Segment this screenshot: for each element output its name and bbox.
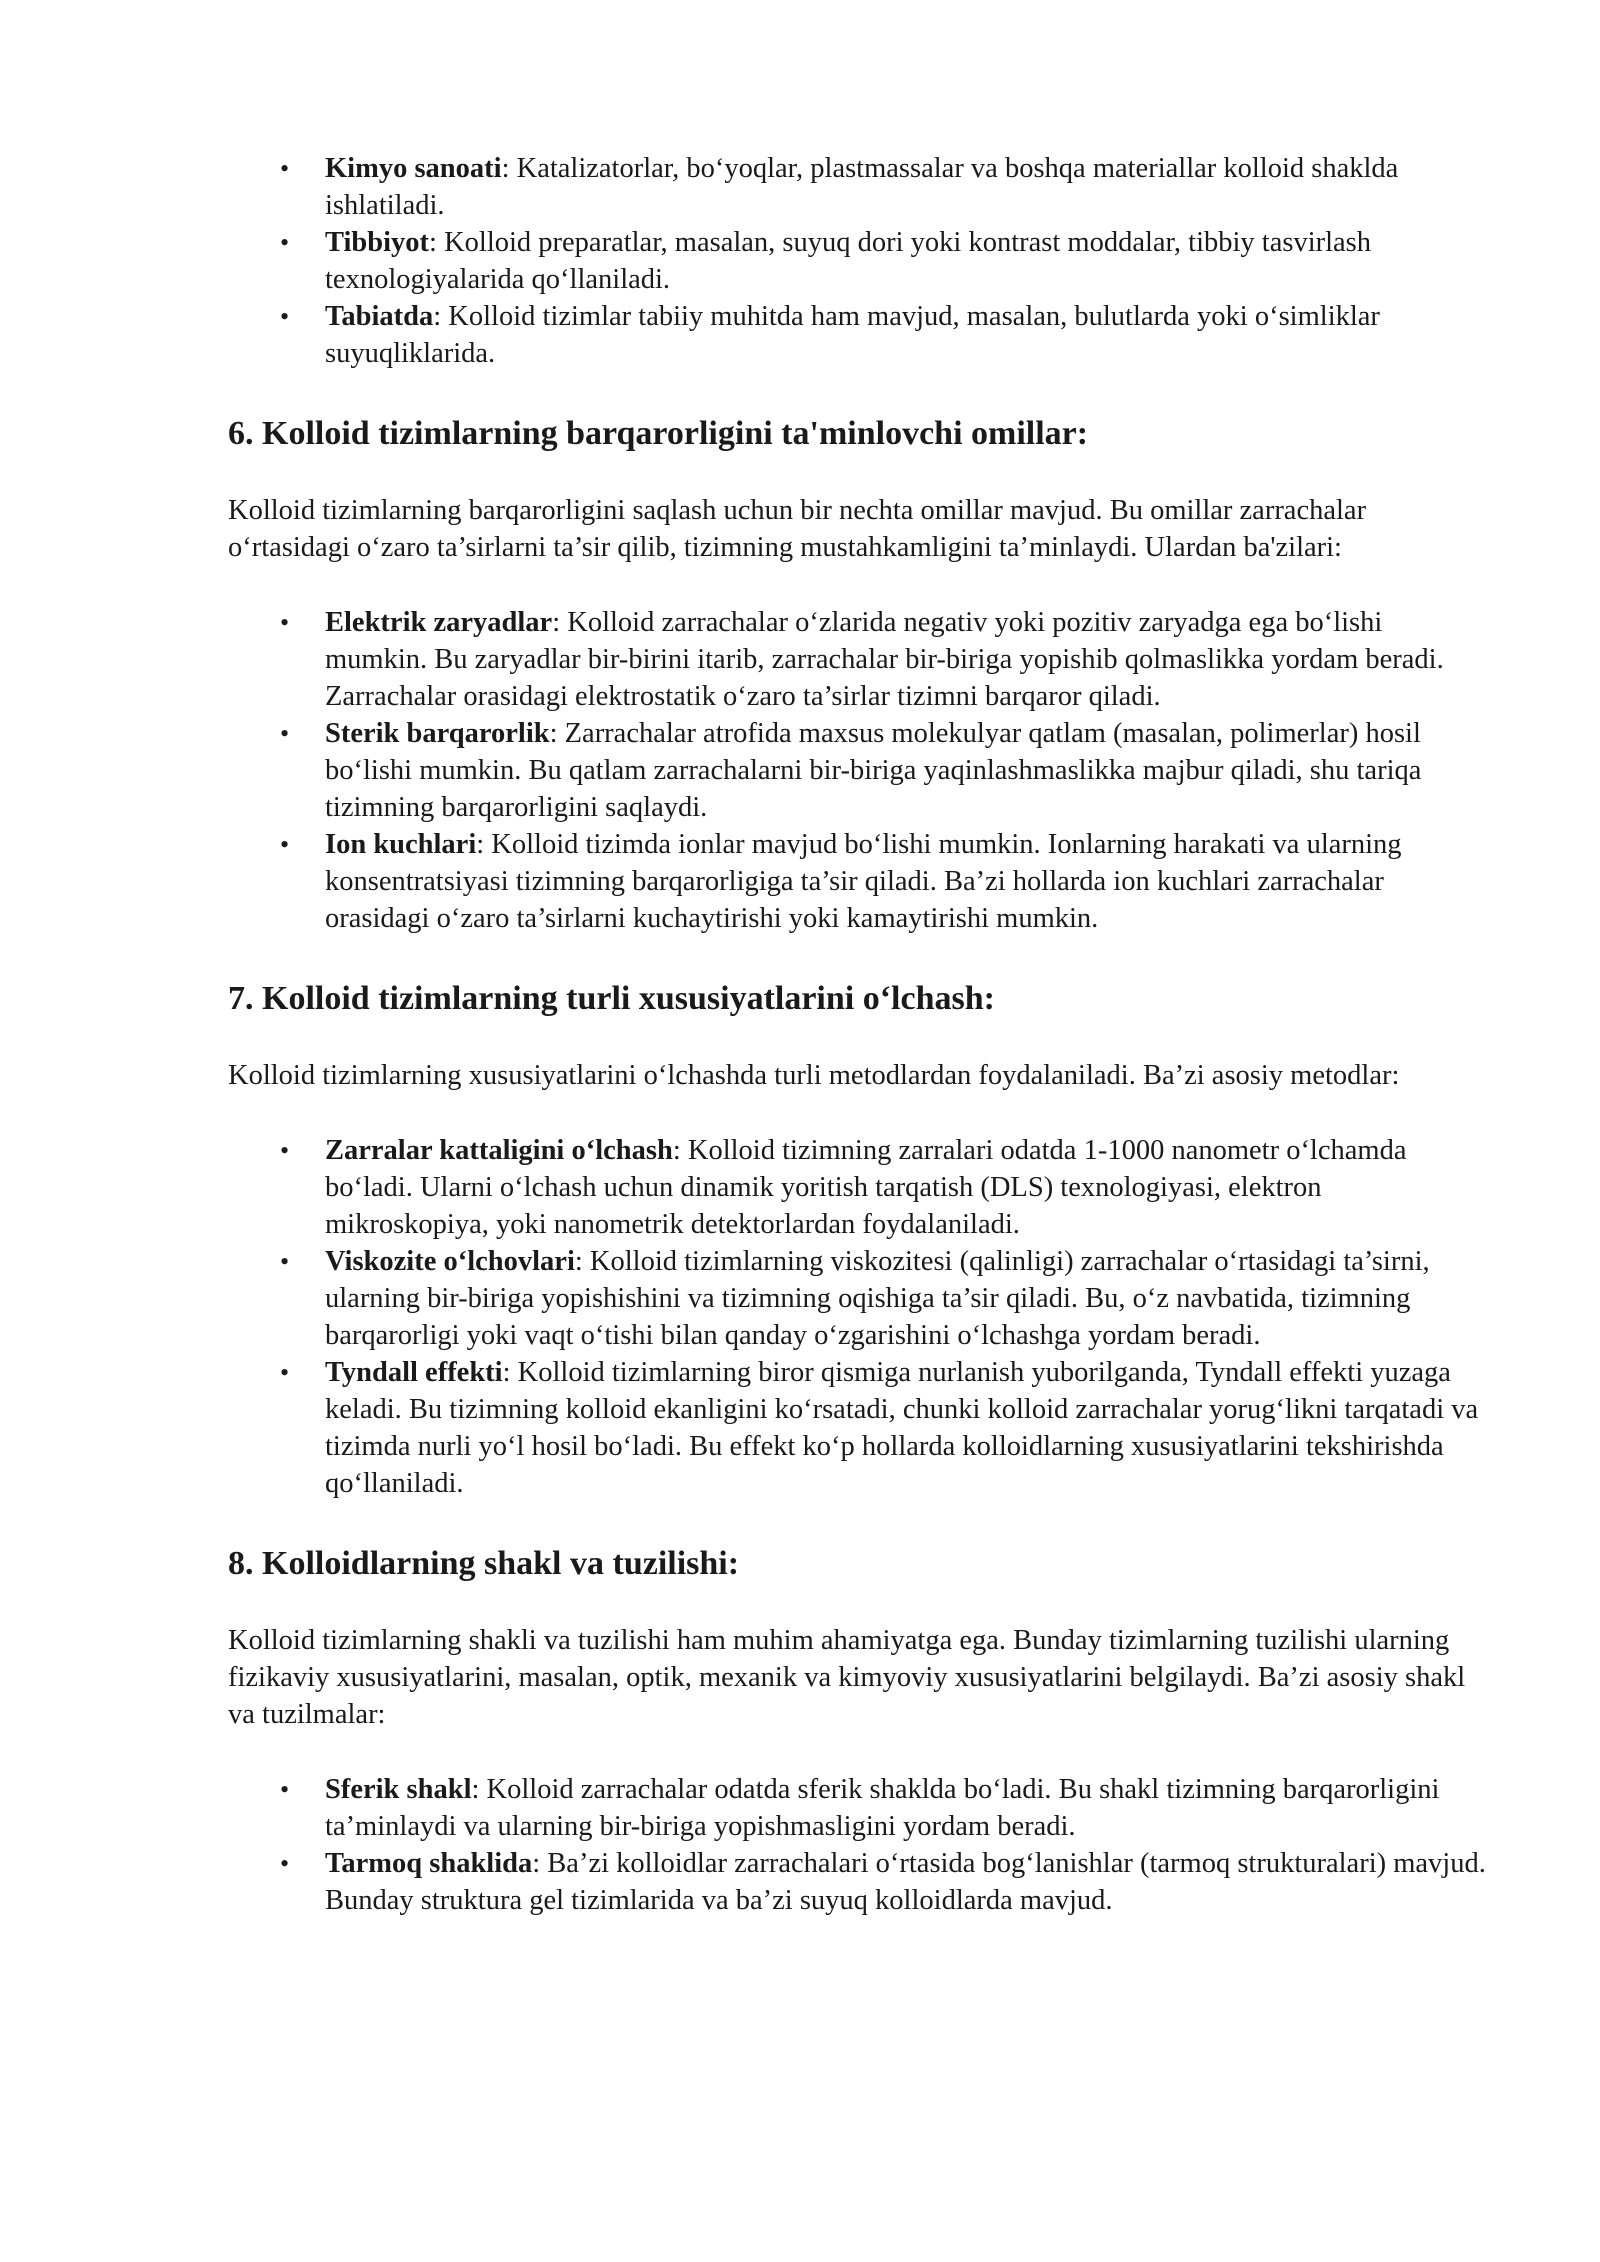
bullet-list-section6 bbox=[228, 604, 1488, 937]
list-item bbox=[228, 1845, 1488, 1919]
section-heading: 8. Kolloidlarning shakl va tuzilishi: bbox=[228, 1545, 740, 1582]
list-item-text: : Kolloid tizimlarning biror qismiga nurlanish yuborilganda, Tyndall effekti yuzaga keladi. Bu tizimning kolloid ekanligini ko‘rsatadi, chunki kolloid zarrachalar yorug‘likni tarqatadi va tizimda nurli yo‘l hosil bo‘ladi. Bu effekt ko‘p hollarda kolloidlarning xususiyatlarini tekshirishda qo‘llaniladi. bbox=[325, 1357, 1479, 1499]
list-item-text: : Kolloid zarrachalar o‘zlarida negativ yoki pozitiv zaryadga ega bo‘lishi mumkin. Bu zaryadlar bir-birini itarib, zarrachalar bir-biriga yopishib qolmaslikka yordam beradi. Zarrachalar orasidagi elektrostatik o‘zaro ta’sirlar tizimni barqaror qiladi. bbox=[325, 607, 1444, 712]
list-item bbox=[228, 715, 1488, 826]
list-item bbox=[228, 1354, 1488, 1502]
bullet-icon: • bbox=[280, 608, 290, 637]
bullet-icon: • bbox=[280, 154, 290, 183]
bullet-icon: • bbox=[280, 719, 290, 748]
bullet-list-section8 bbox=[228, 1771, 1488, 1919]
list-item-term: Kimyo sanoati bbox=[325, 153, 502, 184]
bullet-icon: • bbox=[280, 228, 290, 257]
list-item-term: Ion kuchlari bbox=[325, 829, 477, 860]
list-item-term: Zarralar kattaligini o‘lchash bbox=[325, 1135, 673, 1166]
list-item-text: : Kolloid tizimda ionlar mavjud bo‘lishi mumkin. Ionlarning harakati va ularning konsentratsiyasi tizimning barqarorligiga ta’sir qiladi. Ba’zi hollarda ion kuchlari zarrachalar orasidagi o‘zaro ta’sirlarni kuchaytirishi yoki kamaytirishi mumkin. bbox=[325, 829, 1402, 934]
list-item-text: : Ba’zi kolloidlar zarrachalari o‘rtasida bog‘lanishlar (tarmoq strukturalari) mavjud. Bunday struktura gel tizimlarida va ba’zi suyuq kolloidlarda mavjud. bbox=[325, 1848, 1486, 1916]
list-item-term: Tibbiyot bbox=[325, 227, 430, 258]
list-item-text: : Kolloid tizimning zarralari odatda 1-1000 nanometr o‘lchamda bo‘ladi. Ularni o‘lchash uchun dinamik yoritish tarqatish (DLS) texnologiyasi, elektron mikroskopiya, yoki nanometrik detektorlardan foydalaniladi. bbox=[325, 1135, 1407, 1240]
list-item-term: Tabiatda bbox=[325, 301, 434, 332]
list-item-term: Elektrik zaryadlar bbox=[325, 607, 553, 638]
list-item bbox=[228, 826, 1488, 937]
list-item bbox=[228, 1243, 1488, 1354]
list-item-text: : Kolloid zarrachalar odatda sferik shaklda bo‘ladi. Bu shakl tizimning barqarorligini ta’minlaydi va ularning bir-biriga yopishmasligini yordam beradi. bbox=[325, 1774, 1440, 1842]
list-item bbox=[228, 224, 1488, 298]
bullet-icon: • bbox=[280, 830, 290, 859]
list-item-text: : Kolloid tizimlarning viskozitesi (qalinligi) zarrachalar o‘rtasidagi ta’sirni, ularning bir-biriga yopishishini va tizimning oqishiga ta’sir qiladi. Bu, o‘z navbatida, tizimning barqarorligi yoki vaqt o‘tishi bilan qanday o‘zgarishini o‘lchashga yordam beradi. bbox=[325, 1246, 1430, 1351]
list-item-text: : Kolloid preparatlar, masalan, suyuq dori yoki kontrast moddalar, tibbiy tasvirlash texnologiyalarida qo‘llaniladi. bbox=[325, 227, 1372, 295]
list-item bbox=[228, 298, 1488, 372]
section-intro: Kolloid tizimlarning shakli va tuzilishi ham muhim ahamiyatga ega. Bunday tizimlarning tuzilishi ularning fizikaviy xususiyatlarini, masalan, optik, mexanik va kimyoviy xususiyatlarini belgilaydi. Ba’zi asosiy shakl va tuzilmalar: bbox=[228, 1625, 1466, 1730]
section-intro: Kolloid tizimlarning xususiyatlarini o‘lchashda turli metodlardan foydalaniladi. Ba’zi asosiy metodlar: bbox=[228, 1060, 1400, 1091]
list-item bbox=[228, 150, 1488, 224]
list-item-term: Sterik barqarorlik bbox=[325, 718, 550, 749]
bullet-icon: • bbox=[280, 1849, 290, 1878]
bullet-icon: • bbox=[280, 302, 290, 331]
list-item-term: Tarmoq shaklida bbox=[325, 1848, 533, 1879]
section-heading: 7. Kolloid tizimlarning turli xususiyatlarini o‘lchash: bbox=[228, 980, 995, 1017]
section-intro: Kolloid tizimlarning barqarorligini saqlash uchun bir nechta omillar mavjud. Bu omillar zarrachalar o‘rtasidagi o‘zaro ta’sirlarni ta’sir qilib, tizimning mustahkamligini ta’minlaydi. Ulardan ba'zilari: bbox=[228, 495, 1367, 563]
list-item-text: : Zarrachalar atrofida maxsus molekulyar qatlam (masalan, polimerlar) hosil bo‘lishi mumkin. Bu qatlam zarrachalarni bir-biriga yaqinlashmaslikka majbur qiladi, shu tariqa tizimning barqarorligini saqlaydi. bbox=[325, 718, 1422, 823]
bullet-icon: • bbox=[280, 1247, 290, 1276]
list-item-term: Sferik shakl bbox=[325, 1774, 472, 1805]
bullet-icon: • bbox=[280, 1775, 290, 1804]
list-item bbox=[228, 604, 1488, 715]
list-item-term: Viskozite o‘lchovlari bbox=[325, 1246, 575, 1277]
list-item bbox=[228, 1132, 1488, 1243]
list-item bbox=[228, 1771, 1488, 1845]
bullet-icon: • bbox=[280, 1136, 290, 1165]
bullet-icon: • bbox=[280, 1358, 290, 1387]
bullet-list-section5 bbox=[228, 150, 1488, 372]
list-item-text: : Katalizatorlar, bo‘yoqlar, plastmassalar va boshqa materiallar kolloid shaklda ishlatiladi. bbox=[325, 153, 1399, 221]
list-item-text: : Kolloid tizimlar tabiiy muhitda ham mavjud, masalan, bulutlarda yoki o‘simliklar suyuqliklarida. bbox=[325, 301, 1380, 369]
list-item-term: Tyndall effekti bbox=[325, 1357, 503, 1388]
document-page bbox=[228, 150, 1488, 1919]
bullet-list-section7 bbox=[228, 1132, 1488, 1502]
section-heading: 6. Kolloid tizimlarning barqarorligini ta'minlovchi omillar: bbox=[228, 415, 1089, 452]
